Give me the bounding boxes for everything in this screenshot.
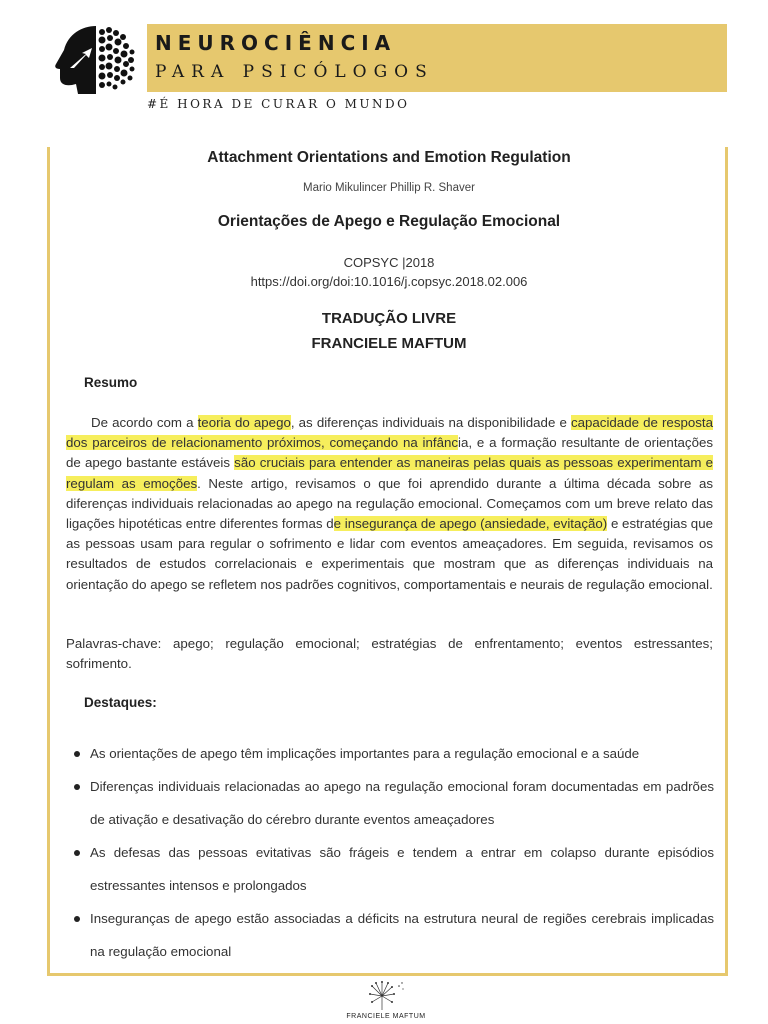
brand-subtitle: PARA PSICÓLOGOS [155, 62, 434, 82]
paper-title-pt: Orientações de Apego e Regulação Emocional [217, 213, 561, 230]
highlighted-text: capacidade de resposta dos parceiros de relacionamento próximos, começando na infânc [66, 415, 713, 451]
brain-head-logo-icon [52, 24, 138, 96]
brand-tagline: #É HORA DE CURAR O MUNDO [147, 97, 410, 111]
brand-title: NEUROCIÊNCIA [155, 31, 397, 55]
paper-authors: Mario Mikulincer Phillip R. Shaver [303, 182, 475, 194]
list-item: Inseguranças de apego estão associadas a déficits na estrutura neural de regiões cerebrais implicadas na regulação emocional [74, 902, 714, 968]
bullet-icon [74, 916, 80, 922]
footer-brand-name: FRANCIELE MAFTUM [346, 1013, 426, 1020]
dandelion-icon [366, 980, 406, 1010]
bullet-icon [74, 850, 80, 856]
highlighted-text: são cruciais para entender as maneiras pelas quais as pessoas experimentam e regulam as emoções [66, 455, 713, 491]
paper-doi: https://doi.org/doi:10.1016/j.copsyc.2018.02.006 [250, 274, 528, 289]
highlighted-text: e insegurança de apego (ansiedade, evitação) [333, 516, 608, 532]
highlighted-text: teoria do apego [197, 415, 291, 430]
bullet-icon [74, 751, 80, 757]
header-banner [147, 24, 727, 92]
translator-name: FRANCIELE MAFTUM [311, 335, 467, 352]
paper-journal: COPSYC |2018 [343, 255, 435, 270]
keywords-text: Palavras-chave: apego; regulação emocional; estratégias de enfrentamento; eventos estressantes; sofrimento. [66, 636, 713, 672]
list-item: As defesas das pessoas evitativas são frágeis e tendem a entrar em colapso durante episódios estressantes intensos e prolongados [74, 836, 714, 902]
abstract-text: De acordo com a teoria do apego, as diferenças individuais na disponibilidade e capacidade de resposta dos parceiros de relacionamento próximos, começando na infância, e a formação resultante de orientações de apego bastante estáveis são cruciais para entender as maneiras pelas quais as pessoas experimentam e regulam as emoções. Neste artigo, revisamos o que foi aprendido durante a última década sobre as diferenças individuais relacionadas ao apego na regulação emocional. Começamos com um breve relato das ligações hipotéticas entre diferentes formas de insegurança de apego (ansiedade, evitação) e estratégias que as pessoas usam para regular o sofrimento e lidar com eventos ameaçadores. Em seguida, revisamos os resultados de estudos correlacionais e experimentais que mostram que as diferenças individuais na orientação do apego se refletem nos padrões cognitivos, comportamentais e neurais de regulação emocional. [66, 415, 714, 592]
highlights-heading: Destaques: [84, 695, 157, 710]
abstract-heading: Resumo [84, 375, 138, 390]
list-item: As orientações de apego têm implicações importantes para a regulação emocional e a saúde [74, 737, 714, 770]
translation-label: TRADUÇÃO LIVRE [321, 310, 457, 327]
paper-title-en: Attachment Orientations and Emotion Regulation [207, 149, 571, 166]
bullet-icon [74, 784, 80, 790]
highlights-list [74, 737, 714, 968]
list-item: Diferenças individuais relacionadas ao apego na regulação emocional foram documentadas em padrões de ativação e desativação do cérebro durante eventos ameaçadores [74, 770, 714, 836]
